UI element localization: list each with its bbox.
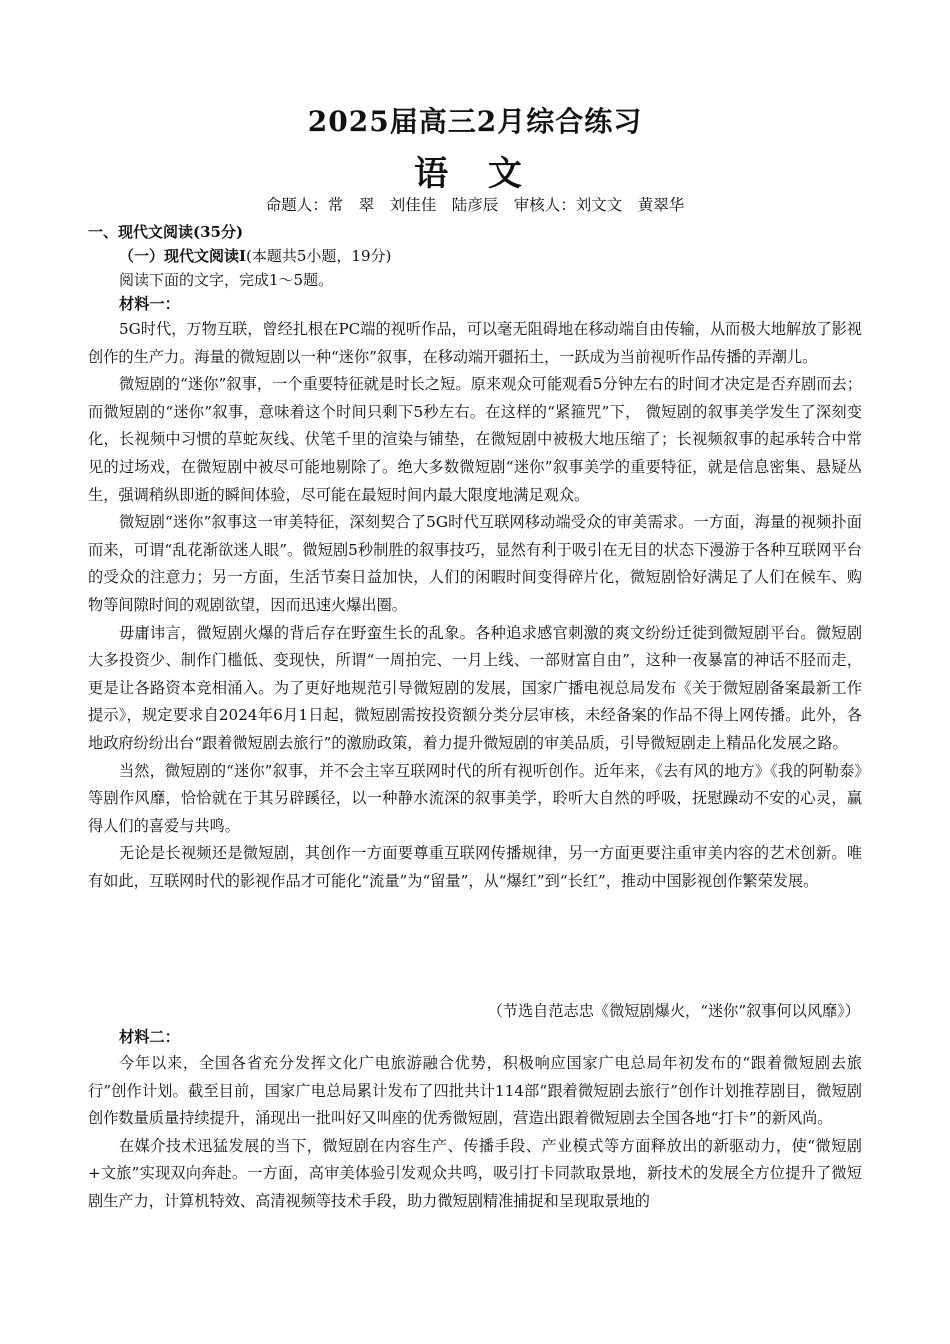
material2-label: 材料二： — [119, 1028, 180, 1046]
reading-instruction: 阅读下面的文字，完成1～5题。 — [119, 271, 334, 289]
subject-title: 语 文 — [414, 154, 536, 194]
material1-paragraph: 微短剧的“迷你”叙事，一个重要特征就是时长之短。原来观众可能观看5分钟左右的时间才决定是否弃剧而去；而微短剧的“迷你”叙事，意味着这个时间只剩下5秒左右。在这样的“紧箍咒”下， 微短剧的叙事美学发生了深刻变化，长视频中习惯的草蛇灰线、伏笔千里的渲染与铺垫，在微短剧中被极大地压缩了；长视频叙事的起承转合中常见的过场戏，在微短剧中被尽可能地剔除了。绝大多数微短剧“迷你”叙事美学的重要特征，就是信息密集、悬疑丛生，强调稍纵即逝的瞬间体验，尽可能在最短时间内最大限度地满足观众。 — [88, 375, 862, 504]
subsection-heading-rest: (本题共5小题，19分) — [246, 247, 392, 265]
material1-paragraph: 5G时代，万物互联，曾经扎根在PC端的视听作品，可以毫无阻碍地在移动端自由传输，从而极大地解放了影视创作的生产力。海量的微短剧以一种“迷你”叙事，在移动端开疆拓土，一跃成为当前视听作品传播的弄潮儿。 — [88, 320, 862, 366]
material1-paragraph: 当然，微短剧的“迷你”叙事，并不会主宰互联网时代的所有视听创作。近年来，《去有风的地方》《我的阿勒泰》等剧作风靡，恰恰就在于其另辟蹊径，以一种静水流深的叙事美学，聆听大自然的呼吸，抚慰躁动不安的心灵，赢得人们的喜爱与共鸣。 — [88, 761, 862, 835]
exam-title: 2025届高三2月综合练习 — [307, 105, 643, 138]
subsection-heading — [119, 245, 391, 266]
material1-paragraph: 毋庸讳言，微短剧火爆的背后存在野蛮生长的乱象。各种追求感官刺激的爽文纷纷迁徙到微短剧平台。微短剧大多投资少、制作门槛低、变现快，所谓“一周拍完、一月上线、一部财富自由”，这种一夜暴富的神话不胫而走，更是让各路资本竞相涌入。为了更好地规范引导微短剧的发展，国家广播电视总局发布《关于微短剧备案最新工作提示》，规定要求自2024年6月1日起，微短剧需按投资额分类分层审核，未经备案的作品不得上网传播。此外，各地政府纷纷出台“跟着微短剧去旅行”的激励政策，着力提升微短剧的审美品质，引导微短剧走上精品化发展之路。 — [88, 623, 862, 752]
section-heading-text: 一、现代文阅读(35分) — [88, 223, 244, 241]
material2-paragraph: 在媒介技术迅猛发展的当下，微短剧在内容生产、传播手段、产业模式等方面释放出的新驱动力，使“微短剧+文旅”实现双向奔赴。一方面，高审美体验引发观众共鸣，吸引打卡同款取景地，新技术的发展全方位提升了微短剧生产力，计算机特效、高清视频等技术手段，助力微短剧精准捕捉和呈现取景地的 — [88, 1136, 862, 1210]
material1-source: （节选自范志忠《微短剧爆火，“迷你”叙事何以风靡》） — [487, 1002, 860, 1020]
material2-paragraph: 今年以来，全国各省充分发挥文化广电旅游融合优势，积极响应国家广电总局年初发布的“跟着微短剧去旅行”创作计划。截至目前，国家广电总局累计发布了四批共计114部“跟着微短剧去旅行”创作计划推荐剧目，微短剧创作数量质量持续提升，涌现出一批叫好又叫座的优秀微短剧，营造出跟着微短剧去全国各地“打卡”的新风尚。 — [88, 1054, 862, 1128]
material1-paragraph: 微短剧“迷你”叙事这一审美特征，深刻契合了5G时代互联网移动端受众的审美需求。一方面，海量的视频扑面而来，可谓“乱花渐欲迷人眼”。微短剧5秒制胜的叙事技巧，显然有利于吸引在无目的状态下漫游于各种互联网平台的受众的注意力；另一方面，生活节奏日益加快，人们的闲暇时间变得碎片化，微短剧恰好满足了人们在候车、购物等间隙时间的观剧欲望，因而迅速火爆出圈。 — [88, 513, 862, 614]
section-heading — [88, 221, 243, 242]
material1-body — [88, 316, 862, 895]
authors-line: 命题人：常 翠 刘佳佳 陆彦辰 审核人：刘文文 黄翠华 — [265, 196, 685, 214]
subsection-heading-bold: （一）现代文阅读Ⅰ — [119, 247, 247, 265]
material1-label: 材料一： — [119, 295, 180, 313]
material2-body — [88, 1050, 862, 1216]
material1-paragraph: 无论是长视频还是微短剧，其创作一方面要尊重互联网传播规律，另一方面更要注重审美内容的艺术创新。唯有如此，互联网时代的影视作品才可能化“流量”为“留量”，从“爆红”到“长红”，推动中国影视创作繁荣发展。 — [88, 844, 862, 890]
